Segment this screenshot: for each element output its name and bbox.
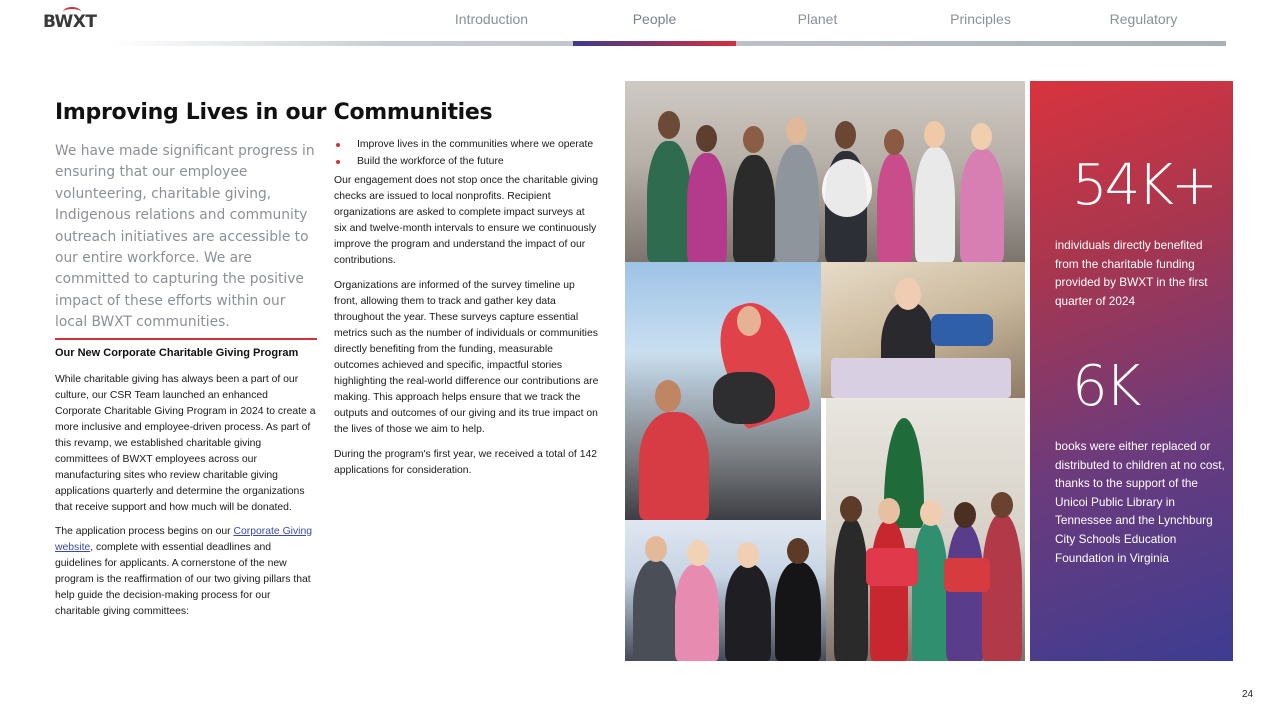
giving-pillars-list [334, 138, 599, 169]
stat-text-individuals: individuals directly benefited from the charitable funding provided by BWXT in the first quarter of 2024 [1055, 238, 1208, 308]
program-paragraph-2-end: , complete with essential deadlines and guidelines for applicants. A cornerstone of the new program is the reaffirmation of our two giving pillars that help guide the decision-making process for our charitable giving committees: [55, 542, 311, 617]
section-divider [55, 338, 317, 340]
pillar-item: Improve lives in the communities where we operate [334, 138, 599, 152]
applications-paragraph: During the program's first year, we received a total of 142 applications for consideration. [334, 449, 598, 476]
page-number: 24 [1242, 689, 1254, 700]
photo-group-employees [625, 81, 1025, 262]
nav-item-regulatory[interactable]: Regulatory [1109, 11, 1178, 27]
survey-paragraph: Organizations are informed of the survey timeline up front, allowing them to track and gather key data throughout the year. These surveys capture essential metrics such as the number of individuals or communities directly benefiting from the funding, measurable outcomes achieved and specific, impactful stories highlighting the real-world difference our contributions are making. This approach helps ensure that we track the outputs and outcomes of our giving and its true impact on the lives of those we aim to help. [334, 280, 599, 435]
stat-text-books: books were either replaced or distributed to children at no cost, thanks to the support of the Unicoi Public Library in Tennessee and the Lynchburg City Schools Education Foundation in Virginia [1055, 439, 1225, 565]
stat-value-books: 6K [1072, 354, 1139, 419]
photo-volunteers-lifting [625, 262, 821, 520]
engagement-paragraph: Our engagement does not stop once the charitable giving checks are issued to local nonprofits. Recipient organizations are asked to complete impact surveys at six and twelve-month intervals to ensure we continuously improve the program and understand the impact of our contributions. [334, 175, 598, 266]
impact-stats-panel [1030, 81, 1233, 661]
logo-swoosh-icon [63, 7, 81, 17]
program-paragraph-2-start: The application process begins on our [55, 526, 234, 537]
program-body [55, 372, 317, 628]
corporate-giving-link[interactable]: Corporate Giving website [55, 526, 313, 553]
stat-value-individuals: 54K+ [1072, 153, 1215, 218]
top-navigation [410, 0, 1226, 46]
logo-text: BWXT [43, 12, 97, 32]
photo-library-books [821, 262, 1025, 398]
program-heading: Our New Corporate Charitable Giving Program [55, 347, 299, 359]
middle-column [334, 138, 599, 488]
intro-lede: We have made significant progress in ensuring that our employee volunteering, charitable giving, Indigenous relations and community outreach initiatives are accessible to our entire workforce. We are committed to capturing the positive impact of these efforts within our local BWXT communities. [55, 143, 315, 331]
nav-item-introduction[interactable]: Introduction [454, 11, 529, 27]
nav-item-planet[interactable]: Planet [797, 11, 838, 27]
photo-united-way-award [625, 520, 826, 661]
nav-item-principles[interactable]: Principles [950, 11, 1011, 27]
pillar-item: Build the workforce of the future [334, 155, 599, 169]
photo-holiday-toy-drive [826, 398, 1025, 661]
program-paragraph-2 [55, 524, 317, 620]
program-paragraph-1: While charitable giving has always been a part of our culture, our CSR Team launched an enhanced Corporate Charitable Giving Program in 2024 to create a more inclusive and employee-driven process. As part of this revamp, we established charitable giving committees of BWXT employees across our manufacturing sites who review charitable giving applications quarterly and determine the organizations that receive support and how much will be donated. [55, 374, 316, 513]
nav-item-people[interactable]: People [632, 11, 677, 27]
nav-active-indicator [573, 41, 736, 46]
page-title: Improving Lives in our Communities [55, 100, 493, 125]
bwxt-logo [43, 10, 96, 34]
